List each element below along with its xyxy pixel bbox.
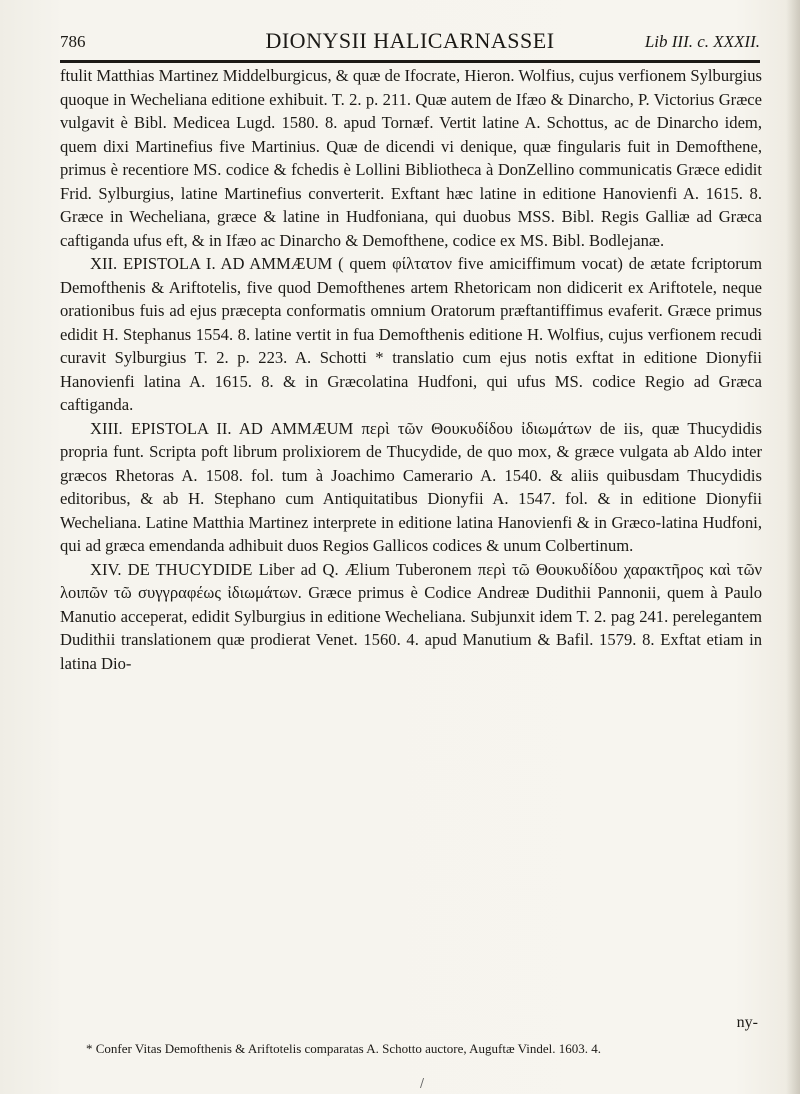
paragraph-xiii	[60, 417, 762, 558]
section-heading-xii: XII. EPISTOLA I. AD AMMÆUM	[90, 254, 333, 273]
page-number: 786	[60, 32, 86, 51]
page-edge-shadow	[786, 0, 800, 1094]
paragraph-text: περὶ τῶν Θουκυδίδου ἰδιωμάτων de iis, quæ Thucydidis propria funt. Scripta poft librum prolixiorem de Thucydide, de quo mox, & græce vulgata ab Aldo inter græcos Rhetoras A. 1508. fol. tum à Joachimo Camerario A. 1540. & aliis quibusdam Thucydidis editoribus, & ab H. Stephano cum Antiquitatibus Dionyfii A. 1547. fol. & in editione Dionyfii Wecheliana. Latine Matthia Martinez interprete in editione latina Hanovienfi & in Græco-latina Hudfoni, qui ad græca emendanda adhibuit duos Regios Gallicos codices & unum Colbertinum.	[60, 418, 762, 555]
page-mark: /	[420, 1076, 425, 1090]
paragraph-text: ( quem φίλτατον five amiciffimum vocat) de ætate fcriptorum Demofthenis & Ariftotelis, five quod Demofthenes artem Rhetoricam non didicerit ex Ariftotele, neque orationibus fuis ad ejus præcepta conformatis omnium Oratorum præftantiffimus evaferit. Græce primus edidit H. Stephanus 1554. 8. latine vertit in fua Demofthenis editione H. Wolfius, cujus verfionem recudi curavit Sylburgius T. 2. p. 223. A. Schotti * translatio cum ejus notis exftat in editione Dionyfii Hanovienfi latina A. 1615. 8. & in Græcolatina Hudfoni, qui ufus MS. codice Regio ad Græca caftiganda.	[60, 254, 762, 414]
running-title: DIONYSII HALICARNASSEI	[265, 28, 555, 53]
chapter-reference: Lib III. c. XXXII.	[644, 32, 760, 51]
footnote-text: * Confer Vitas Demofthenis & Ariftotelis comparatas A. Schotto auctore, Auguftæ Vindel. 1603. 4.	[86, 1041, 601, 1056]
main-text	[60, 64, 762, 675]
header-rule	[60, 60, 760, 63]
section-heading-xiv: XIV. DE THUCYDIDE	[90, 559, 253, 579]
section-heading-xiii: XIII. EPISTOLA II. AD AMMÆUM	[90, 418, 354, 438]
paragraph-xii	[60, 252, 762, 417]
paragraph-text: Liber ad Q. Ælium Tuberonem περὶ τῶ Θουκυδίδου χαρακτῆρος καὶ τῶν λοιπῶν τῶ συγγραφέως ἰδιωμάτων. Græce primus è Codice Andreæ Dudithii Pannonii, quem à Paulo Manutio acceperat, edidit Sylburgius in editione Wecheliana. Subjunxit idem T. 2. pag 241. perelegantem Dudithii translationem quæ prodierat Venet. 1560. 4. apud Manutium & Bafil. 1579. 8. Exftat etiam in latina Dio-	[60, 559, 762, 673]
running-header	[60, 14, 760, 54]
footnote	[60, 1040, 760, 1058]
paragraph-continuation: ftulit Matthias Martinez Middelburgicus, & quæ de Ifocrate, Hieron. Wolfius, cujus verfionem Sylburgius quoque in Wecheliana editione exhibuit. T. 2. p. 211. Quæ autem de Ifæo & Dinarcho, P. Victorius Græce vulgavit è Bibl. Medicea Lugd. 1580. 8. apud Tornæf. Vertit latine A. Schottus, ac de Dinarcho idem, quem dixi Martinefius five Martinius. Quæ de dicendi vi denique, quæ fingularis fuit in Demofthene, primus è recentiore MS. codice & fchedis è Lollini Bibliotheca à DonZellino communicatis Græce edidit Frid. Sylburgius, latine Martinefius converterit. Exftant hæc latine in editione Hanovienfi A. 1615. 8. Græce in Wecheliana, græce & latine in Hudfoniana, qui duobus MSS. Bibl. Regis Galliæ ad Græca caftiganda ufus eft, & in Ifæo ac Dinarcho & Demofthene, codice ex MS. Bibl. Bodlejanæ.	[60, 66, 762, 250]
catchword: ny-	[736, 1014, 758, 1031]
paragraph-xiv	[60, 558, 762, 676]
